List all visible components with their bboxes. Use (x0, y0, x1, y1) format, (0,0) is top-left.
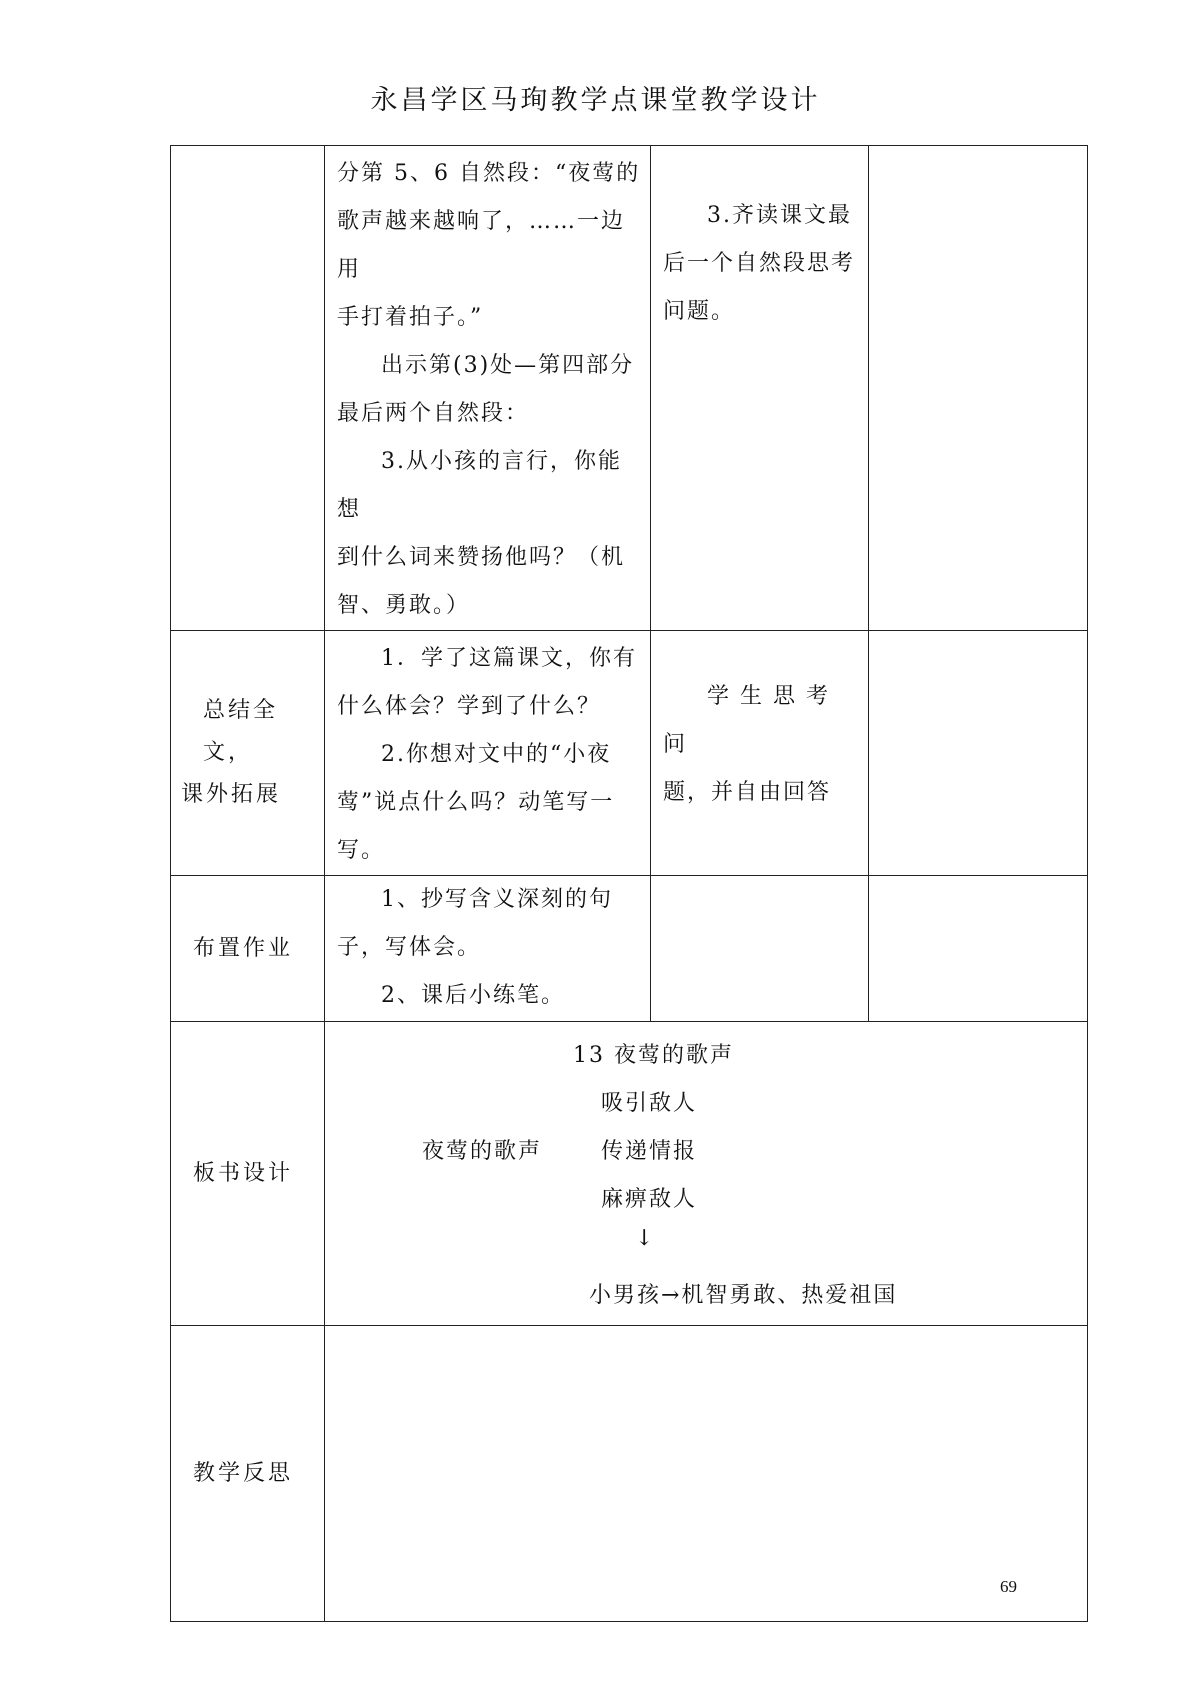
table-row-homework (171, 876, 1088, 1022)
label-line: 板书设计 (193, 1160, 294, 1186)
lesson-plan-table (170, 145, 1088, 1622)
board-item: 传递情报 (601, 1139, 698, 1164)
text-line: 子，写体会。 (337, 935, 482, 960)
teacher-activity-cell (325, 631, 651, 876)
text-line: 歌声越来越响了，……一边用 (337, 209, 626, 282)
text-line: 智、勇敢。） (337, 593, 471, 618)
student-activity-cell (651, 631, 869, 876)
page-title: 永昌学区马珣教学点课堂教学设计 (370, 85, 821, 116)
board-left-label: 夜莺的歌声 (422, 1139, 543, 1164)
board-item: 吸引敌人 (601, 1091, 698, 1116)
text-line: 出示第(3)处—第四部分 (381, 353, 635, 378)
table-row-continuation (171, 146, 1088, 631)
text-line: 分第 5、6 自然段：“夜莺的 (337, 161, 641, 186)
table-row-reflection (171, 1326, 1088, 1622)
table-row-board-design (171, 1022, 1088, 1326)
down-arrow-icon: ↓ (635, 1226, 656, 1251)
notes-cell (869, 876, 1088, 1022)
text-line: 学 生 思 考 问 (663, 684, 830, 757)
text-line: 1．学了这篇课文，你有 (381, 646, 637, 671)
teacher-activity-cell (325, 876, 651, 1022)
student-activity-cell (651, 876, 869, 1022)
teacher-activity-cell (325, 146, 651, 631)
text-line: 2、课后小练笔。 (381, 983, 565, 1008)
board-conclusion: 小男孩→机智勇敢、热爱祖国 (589, 1283, 898, 1308)
text-line: 莺”说点什么吗？动笔写一 (337, 790, 615, 815)
label-line: 总结全文， (203, 698, 279, 765)
text-line: 问题。 (663, 299, 736, 324)
text-line: 到什么词来赞扬他吗？（机 (337, 545, 626, 570)
text-line: 题，并自由回答 (663, 780, 832, 805)
row-label-board-design (171, 1022, 325, 1326)
text-line: 最后两个自然段： (337, 401, 530, 426)
row-label-summary (171, 631, 325, 876)
text-line: 2.你想对文中的“小夜 (381, 742, 612, 767)
text-line: 手打着拍子。” (337, 305, 484, 330)
row-label-reflection (171, 1326, 325, 1622)
notes-cell (869, 631, 1088, 876)
board-item: 麻痹敌人 (601, 1187, 698, 1212)
notes-cell (869, 146, 1088, 631)
text-line: 后一个自然段思考 (663, 251, 856, 276)
board-design-cell (325, 1022, 1088, 1326)
text-line: 3.从小孩的言行，你能想 (337, 449, 622, 522)
label-line: 课外拓展 (181, 782, 282, 807)
text-line: 写。 (337, 838, 386, 863)
student-activity-cell (651, 146, 869, 631)
table-row-summary (171, 631, 1088, 876)
text-line: 1、抄写含义深刻的句 (381, 887, 613, 912)
label-cell-empty (171, 146, 325, 631)
page-number: 69 (1000, 1577, 1017, 1596)
label-line: 教学反思 (193, 1460, 294, 1486)
row-label-homework (171, 876, 325, 1022)
label-line: 布置作业 (193, 935, 294, 961)
reflection-cell (325, 1326, 1088, 1622)
text-line: 3.齐读课文最 (707, 203, 852, 228)
board-title: 13 夜莺的歌声 (573, 1043, 734, 1068)
text-line: 什么体会？学到了什么？ (337, 694, 602, 719)
